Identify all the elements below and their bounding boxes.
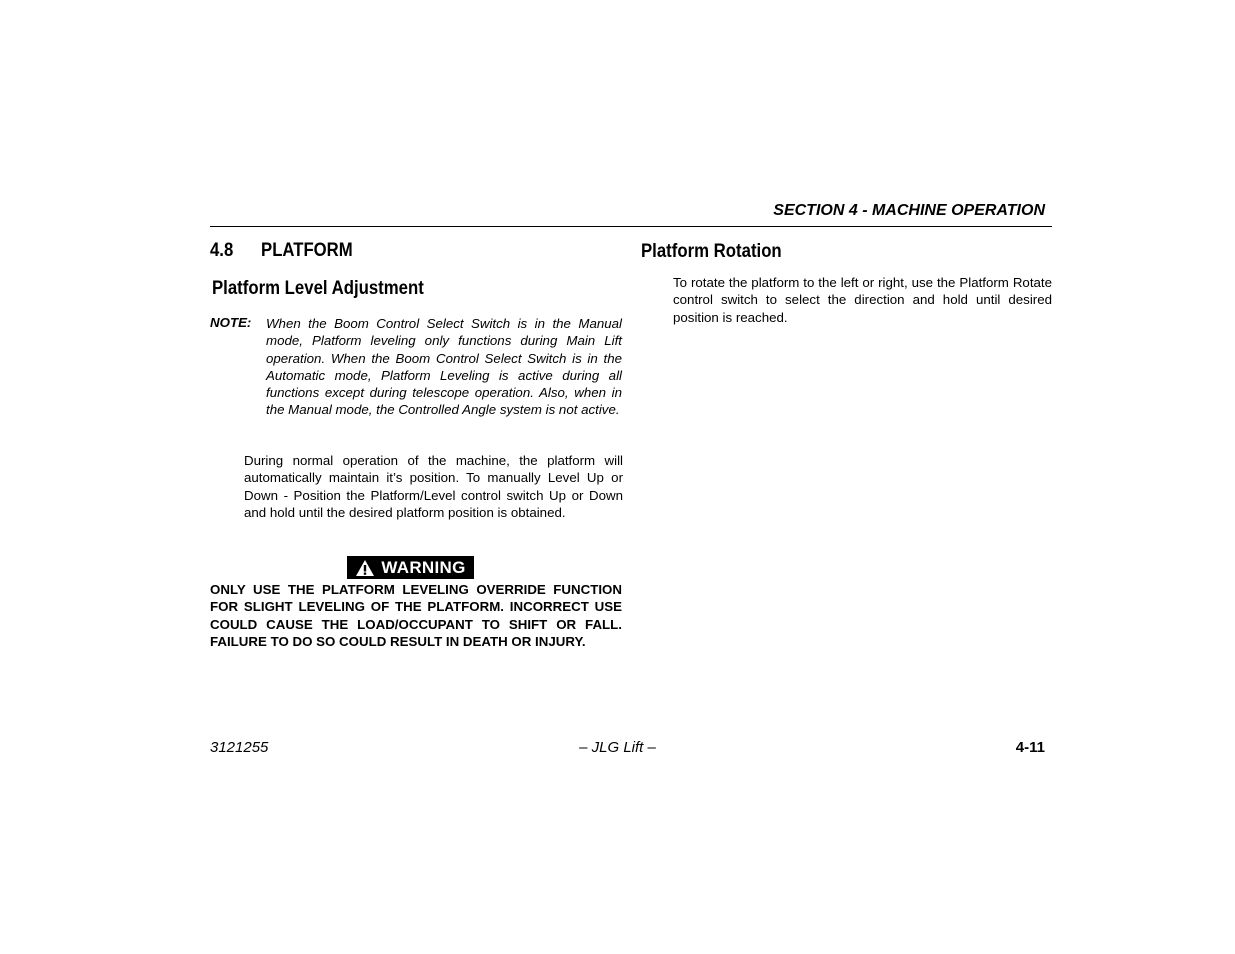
level-adjustment-paragraph: During normal operation of the machine, the platform will automatically maintain it’s position. To manually Level Up or Down - Position the Platform/Level control switch Up or Down and hold until the desired platform position is obtained. [244,453,623,520]
section-title: PLATFORM [261,240,353,261]
warning-triangle-icon [355,559,375,577]
subheading-platform-rotation: Platform Rotation [641,240,782,262]
footer-brand: – JLG Lift – [579,739,656,756]
platform-rotation-paragraph: To rotate the platform to the left or right, use the Platform Rotate control switch to select the direction and hold until desired position is reached. [673,275,1052,325]
header-divider [210,226,1052,227]
warning-badge [347,556,474,579]
section-number: 4.8 [210,240,234,261]
note-label: NOTE: [210,315,252,330]
section-header-title: SECTION 4 - MACHINE OPERATION [773,202,1045,219]
section-heading [210,240,353,262]
page-number: 4-11 [1015,739,1045,756]
warning-label: WARNING [381,557,466,577]
document-number: 3121255 [210,739,269,756]
warning-text: ONLY USE THE PLATFORM LEVELING OVERRIDE FUNCTION FOR SLIGHT LEVELING OF THE PLATFORM. INCORRECT USE COULD CAUSE THE LOAD/OCCUPANT TO SHIFT OR FALL. FAILURE TO DO SO COULD RESULT IN DEATH OR INJURY. [210,582,622,650]
subheading-platform-level-adjustment: Platform Level Adjustment [212,277,424,299]
note-text: When the Boom Control Select Switch is in the Manual mode, Platform leveling only functions during Main Lift operation. When the Boom Control Select Switch is in the Automatic mode, Platform Leveling is active during all functions except during telescope operation. Also, when in the Manual mode, the Controlled Angle system is not active. [266,316,622,418]
